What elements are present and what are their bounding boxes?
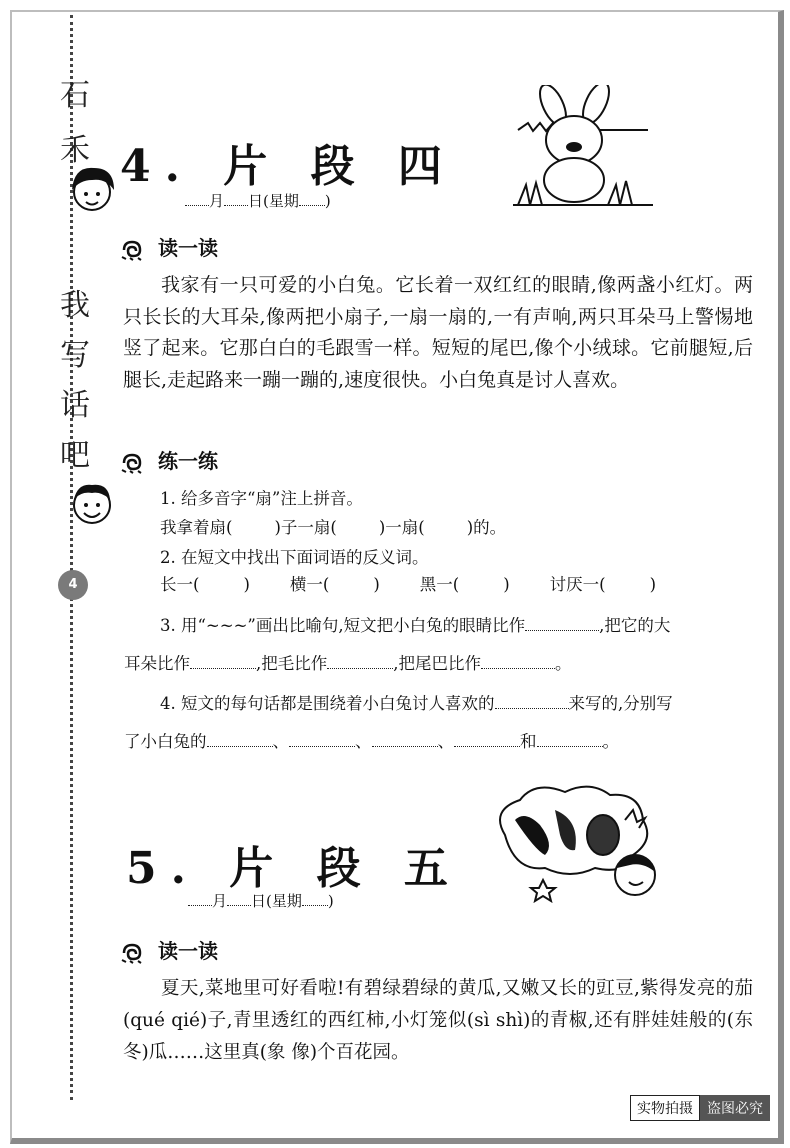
- date-close-paren: ): [324, 192, 331, 210]
- side-decoration-char: 禾: [60, 133, 90, 168]
- side-decoration-char: 写: [60, 338, 90, 373]
- question-2: 2. 在短文中找出下面词语的反义词。: [160, 548, 429, 567]
- date-month-label: 月: [212, 892, 228, 910]
- section-5-title: 5. 片 段 五: [126, 843, 462, 894]
- girl-face-icon: [64, 160, 120, 216]
- date-weekday-label: 日(星期: [248, 192, 299, 210]
- read-header-4: [120, 232, 218, 261]
- watermark: [630, 1095, 770, 1121]
- practice-header-label: 练一练: [158, 449, 218, 473]
- section-5-passage: 夏天,菜地里可好看啦!有碧绿碧绿的黄瓜,又嫩又长的豇豆,紫得发亮的茄(qué qié)子,青里透红的西红柿,小灯笼似(sì shì)的青椒,还有胖娃娃般的(东 冬)瓜……这里真(象 像)个百花园。: [123, 978, 753, 1063]
- question-2-items: 长一( ) 横一( ) 黑一( ) 讨厌一( ): [160, 575, 656, 594]
- section-4-passage: 我家有一只可爱的小白兔。它长着一双红红的眼睛,像两盏小红灯。两只长长的大耳朵,像两把小扇子,一扇一扇的,一有声响,两只耳朵马上警惕地竖了起来。它那白白的毛跟雪一样。短短的尾巴,像个小绒球。它前腿短,后腿长,走起路来一蹦一蹦的,速度很快。小白兔真是讨人喜欢。: [123, 274, 753, 391]
- question-3-line-1: 3. 用“~~~”画出比喻句,短文把小白兔的眼睛比作 ,把它的大: [160, 616, 671, 635]
- watermark-right: 盗图必究: [700, 1095, 770, 1121]
- side-decoration-char: 话: [60, 388, 90, 423]
- page-number: 4: [58, 570, 88, 600]
- side-decoration-char: 我: [60, 288, 90, 323]
- practice-header-4: [120, 445, 218, 474]
- side-decoration-char: 石: [60, 78, 90, 113]
- rabbit-illustration-icon: [508, 85, 658, 210]
- date-month-label: 月: [209, 192, 225, 210]
- vegetable-thought-bubble-icon: [485, 780, 670, 905]
- question-3-line-2: 耳朵比作 ,把毛比作 ,把尾巴比作 。: [124, 654, 572, 673]
- question-1-line: 我拿着扇( )子一扇( )一扇( )的。: [160, 518, 507, 537]
- swirl-icon: [120, 452, 154, 474]
- question-1: 1. 给多音字“扇”注上拼音。: [160, 489, 363, 508]
- swirl-icon: [120, 942, 154, 964]
- date-close-paren: ): [327, 892, 334, 910]
- watermark-left: 实物拍摄: [630, 1095, 700, 1121]
- swirl-icon: [120, 239, 154, 261]
- section-4-date-line: [185, 190, 331, 211]
- question-4-line-2: 了小白兔的 、 、 、 和 。: [124, 732, 619, 751]
- read-header-5: [120, 935, 218, 964]
- section-4-title: 4. 片 段 四: [120, 141, 456, 192]
- read-header-label: 读一读: [158, 939, 218, 963]
- section-5-date-line: [188, 890, 334, 911]
- question-4-line-1: 4. 短文的每句话都是围绕着小白兔讨人喜欢的 来写的,分别写: [160, 694, 673, 713]
- date-weekday-label: 日(星期: [251, 892, 302, 910]
- side-decoration-char: 吧: [60, 438, 90, 473]
- read-header-label: 读一读: [158, 236, 218, 260]
- boy-face-icon: [64, 475, 120, 531]
